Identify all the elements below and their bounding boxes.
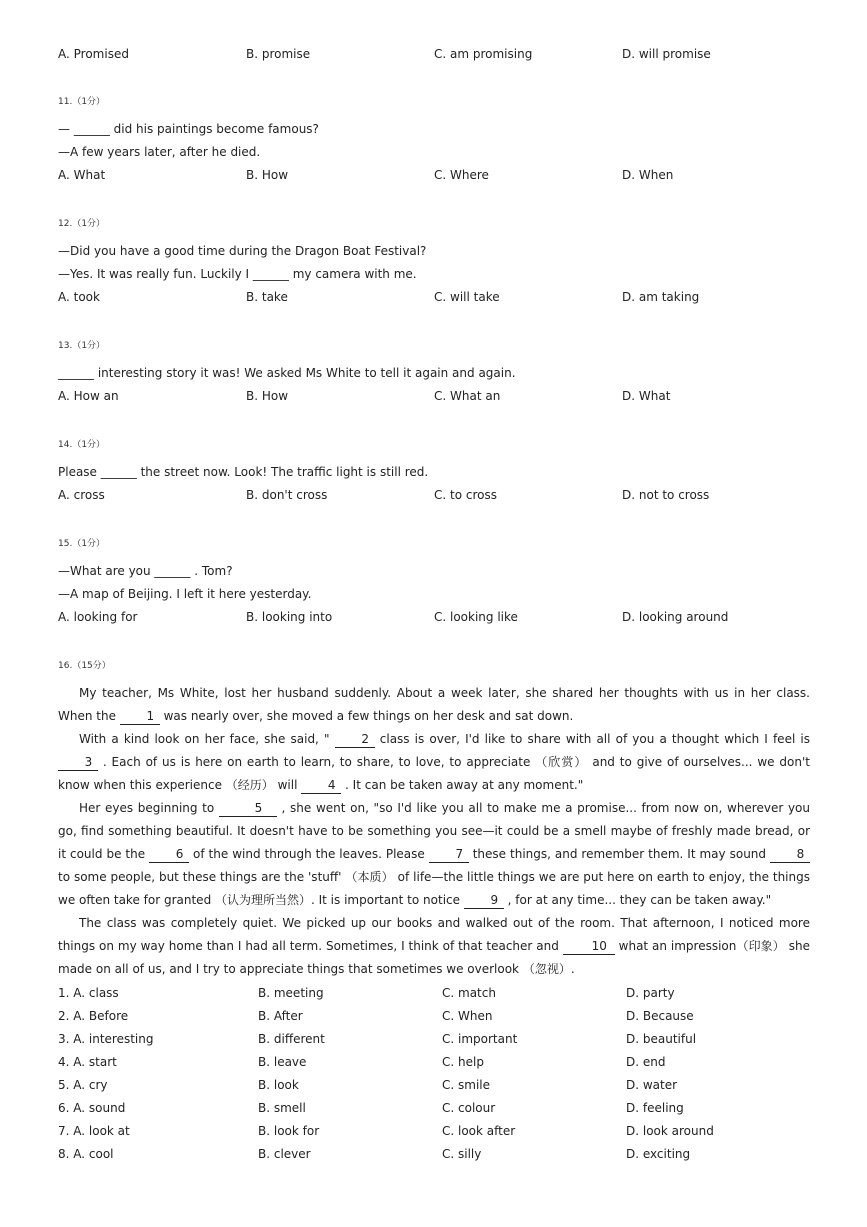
option-a[interactable]: 1. A. class [58,986,119,1000]
option-a[interactable]: A. looking for [58,610,138,624]
cloze-answer-row-7 [58,1122,818,1140]
cloze-answer-row-3 [58,1030,818,1048]
option-a[interactable]: 7. A. look at [58,1124,130,1138]
option-d[interactable]: D. not to cross [622,488,710,502]
option-b[interactable]: B. clever [258,1147,311,1161]
text-segment: With a kind look on her face, she said, " [79,732,335,746]
blank-8[interactable]: 8 [770,847,810,863]
option-c[interactable]: C. When [442,1009,493,1023]
option-a[interactable]: 2. A. Before [58,1009,129,1023]
option-a[interactable]: A. took [58,290,100,304]
option-b[interactable]: B. After [258,1009,303,1023]
option-b[interactable]: B. looking into [246,610,333,624]
option-a[interactable]: A. What [58,168,106,182]
text-segment: of the wind through the leaves. Please [189,847,429,861]
option-a[interactable]: A. How an [58,389,119,403]
question-11-line-2: —A few years later, after he died. [58,145,261,159]
question-15-header: 15.（1分） [58,539,106,549]
option-c[interactable]: C. silly [442,1147,482,1161]
option-b[interactable]: B. take [246,290,288,304]
question-12-line-1: —Did you have a good time during the Dragon Boat Festival? [58,244,427,258]
option-c[interactable]: C. What an [434,389,501,403]
option-d[interactable]: D. am taking [622,290,700,304]
option-c[interactable]: C. colour [442,1101,496,1115]
option-b[interactable]: B. different [258,1032,325,1046]
text-segment: . Each of us is here on earth to learn, to share, to love, to appreciate （欣赏） and to give of ourselves... we don't know when this experience （经历） will [58,755,810,792]
text-segment: these things, and remember them. It may sound [468,847,770,861]
question-13-options [58,387,818,405]
question-12-header: 12.（1分） [58,219,106,229]
option-d[interactable]: D. will promise [622,47,711,61]
option-d[interactable]: D. party [626,986,675,1000]
cloze-paragraph-3 [58,797,810,912]
blank-10[interactable]: 10 [563,939,615,955]
option-d[interactable]: D. end [626,1055,666,1069]
option-c[interactable]: C. to cross [434,488,497,502]
blank-9[interactable]: 9 [464,893,504,909]
option-b[interactable]: B. meeting [258,986,324,1000]
question-11-header: 11.（1分） [58,97,106,107]
option-a[interactable]: A. Promised [58,47,129,61]
text-segment: what an impression（印象） she made on all of us, and I try to appreciate things that sometimes we overlook （忽视）. [58,939,810,976]
option-c[interactable]: C. important [442,1032,518,1046]
option-b[interactable]: B. leave [258,1055,307,1069]
blank-7[interactable]: 7 [429,847,469,863]
option-b[interactable]: B. look for [258,1124,320,1138]
blank-2[interactable]: 2 [335,732,375,748]
question-14-options [58,486,818,504]
option-b[interactable]: B. How [246,168,289,182]
option-b[interactable]: B. promise [246,47,311,61]
option-c[interactable]: C. will take [434,290,500,304]
option-d[interactable]: D. feeling [626,1101,684,1115]
cloze-answer-row-5 [58,1076,818,1094]
question-15-line-2: —A map of Beijing. I left it here yesterday. [58,587,312,601]
blank-5[interactable]: 5 [219,801,277,817]
option-a[interactable]: 8. A. cool [58,1147,114,1161]
option-c[interactable]: C. am promising [434,47,533,61]
question-14-line-1: Please ______ the street now. Look! The traffic light is still red. [58,465,429,479]
option-b[interactable]: B. smell [258,1101,306,1115]
option-d[interactable]: D. beautiful [626,1032,697,1046]
question-13-header: 13.（1分） [58,341,106,351]
option-d[interactable]: D. Because [626,1009,694,1023]
cloze-answer-row-8 [58,1145,818,1163]
question-11-line-1: — ______ did his paintings become famous? [58,122,319,136]
option-c[interactable]: C. looking like [434,610,518,624]
blank-3[interactable]: 3 [58,755,98,771]
cloze-paragraph-2 [58,728,810,797]
option-d[interactable]: D. looking around [622,610,729,624]
option-c[interactable]: C. look after [442,1124,516,1138]
text-segment: class is over, I'd like to share with all of you a thought which I feel is [374,732,810,746]
blank-1[interactable]: 1 [120,709,160,725]
option-c[interactable]: C. help [442,1055,484,1069]
cloze-answer-row-2 [58,1007,818,1025]
cloze-paragraph-1 [58,682,810,728]
text-segment: , she went on, "so I'd like you all to make me a promise... from now on, wherever you go, find something beautiful. It doesn't have to be something you see—it could be a smell maybe of freshly made bread, or it could be the [58,801,810,861]
text-segment: My teacher, Ms White, lost her husband suddenly. About a week later, she shared her thoughts with us in her class. When the [58,686,810,723]
question-13-line-1: ______ interesting story it was! We asked Ms White to tell it again and again. [58,366,516,380]
blank-6[interactable]: 6 [149,847,189,863]
blank-4[interactable]: 4 [301,778,341,794]
cloze-answer-row-4 [58,1053,818,1071]
text-segment: , for at any time... they can be taken away." [503,893,772,907]
text-segment: was nearly over, she moved a few things on her desk and sat down. [159,709,574,723]
text-segment: to some people, but these things are the 'stuff' （本质） of life—the little things we are put here on earth to enjoy, the things we often take for granted （认为理所当然）. It is important to notice [58,870,810,907]
option-b[interactable]: B. look [258,1078,299,1092]
cloze-answer-row-1 [58,984,818,1002]
question-14-header: 14.（1分） [58,440,106,450]
cloze-answer-row-6 [58,1099,818,1117]
option-d[interactable]: D. look around [626,1124,714,1138]
cloze-paragraph-4 [58,912,810,981]
text-segment: The class was completely quiet. We picked up our books and walked out of the room. That afternoon, I noticed more things on my way home than I had all term. Sometimes, I think of that teacher and [58,916,810,953]
option-d[interactable]: D. What [622,389,671,403]
question-16-header: 16.（15分） [58,661,111,671]
option-c[interactable]: C. Where [434,168,489,182]
option-a[interactable]: 5. A. cry [58,1078,108,1092]
question-11-options [58,166,818,184]
question-15-line-1: —What are you ______ . Tom? [58,564,233,578]
question-12-line-2: —Yes. It was really fun. Luckily I ______ my camera with me. [58,267,417,281]
option-c[interactable]: C. smile [442,1078,490,1092]
option-a[interactable]: 3. A. interesting [58,1032,154,1046]
option-a[interactable]: 4. A. start [58,1055,117,1069]
option-a[interactable]: 6. A. sound [58,1101,126,1115]
q10-options [58,45,818,63]
question-12-options [58,288,818,306]
option-b[interactable]: B. How [246,389,289,403]
option-d[interactable]: D. exciting [626,1147,691,1161]
question-15-options [58,608,818,626]
text-segment: . It can be taken away at any moment." [341,778,584,792]
option-c[interactable]: C. match [442,986,496,1000]
text-segment: Her eyes beginning to [79,801,219,815]
option-a[interactable]: A. cross [58,488,105,502]
option-d[interactable]: D. When [622,168,674,182]
option-b[interactable]: B. don't cross [246,488,328,502]
option-d[interactable]: D. water [626,1078,678,1092]
